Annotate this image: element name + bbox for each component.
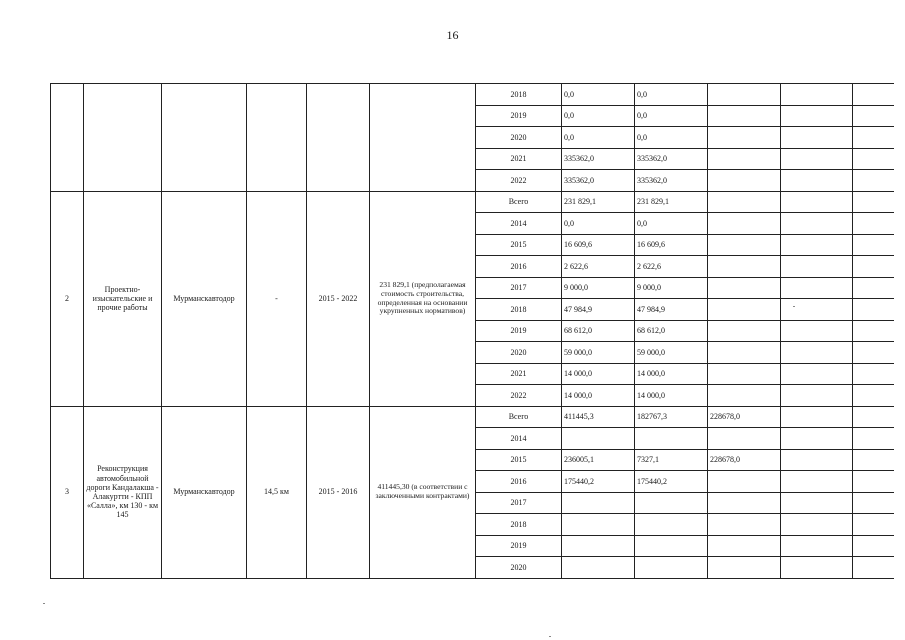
empty-cell	[781, 471, 853, 493]
empty-cell	[853, 299, 894, 321]
regional-value-cell: 0,0	[635, 127, 708, 149]
page-number: 16	[446, 28, 459, 42]
empty-cell	[853, 428, 894, 450]
empty-cell	[853, 492, 894, 514]
total-value-cell: 9 000,0	[562, 277, 635, 299]
organization-cell	[162, 84, 247, 192]
federal-value-cell	[708, 256, 781, 278]
regional-value-cell	[635, 492, 708, 514]
year-cell: 2018	[476, 514, 562, 536]
total-value-cell: 14 000,0	[562, 363, 635, 385]
empty-cell	[781, 213, 853, 235]
regional-value-cell: 182767,3	[635, 406, 708, 428]
regional-value-cell: 335362,0	[635, 148, 708, 170]
year-cell: 2017	[476, 492, 562, 514]
year-cell: 2016	[476, 471, 562, 493]
federal-value-cell	[708, 342, 781, 364]
item-name-cell: Реконструкция автомобильной дороги Кандалакша - Алакуртти - КПП «Салла», км 130 - км 145	[84, 406, 162, 578]
empty-cell	[853, 406, 894, 428]
organization-cell: Мурманскавтодор	[162, 406, 247, 578]
federal-value-cell	[708, 234, 781, 256]
total-value-cell	[562, 557, 635, 579]
total-value-cell: 335362,0	[562, 170, 635, 192]
federal-value-cell	[708, 385, 781, 407]
year-cell: 2022	[476, 170, 562, 192]
empty-cell	[853, 320, 894, 342]
period-cell: 2015 - 2022	[307, 191, 370, 406]
empty-cell	[781, 492, 853, 514]
total-value-cell	[562, 428, 635, 450]
total-value-cell: 411445,3	[562, 406, 635, 428]
capacity-cell: -	[247, 191, 307, 406]
empty-cell	[781, 514, 853, 536]
federal-value-cell	[708, 363, 781, 385]
empty-cell	[781, 428, 853, 450]
federal-value-cell	[708, 514, 781, 536]
total-value-cell: 47 984,9	[562, 299, 635, 321]
year-cell: Всего	[476, 406, 562, 428]
empty-cell	[781, 535, 853, 557]
empty-cell	[853, 256, 894, 278]
empty-cell	[781, 557, 853, 579]
federal-value-cell	[708, 471, 781, 493]
empty-cell	[781, 363, 853, 385]
empty-cell	[781, 449, 853, 471]
federal-value-cell	[708, 191, 781, 213]
empty-cell	[853, 148, 894, 170]
year-cell: 2017	[476, 277, 562, 299]
empty-cell	[781, 256, 853, 278]
table-row	[51, 406, 894, 428]
total-value-cell: 16 609,6	[562, 234, 635, 256]
year-cell: 2019	[476, 105, 562, 127]
regional-value-cell	[635, 514, 708, 536]
year-cell: 2022	[476, 385, 562, 407]
empty-cell	[853, 514, 894, 536]
federal-value-cell	[708, 320, 781, 342]
total-value-cell: 2 622,6	[562, 256, 635, 278]
year-cell: 2019	[476, 535, 562, 557]
empty-cell	[781, 234, 853, 256]
regional-value-cell	[635, 535, 708, 557]
federal-value-cell	[708, 148, 781, 170]
empty-cell	[853, 127, 894, 149]
federal-value-cell	[708, 277, 781, 299]
year-cell: 2014	[476, 213, 562, 235]
federal-value-cell	[708, 428, 781, 450]
empty-cell	[781, 170, 853, 192]
scan-speck	[549, 636, 551, 637]
federal-value-cell	[708, 84, 781, 106]
cost-note-cell	[370, 84, 476, 192]
empty-cell	[781, 191, 853, 213]
regional-value-cell: 68 612,0	[635, 320, 708, 342]
federal-value-cell: 228678,0	[708, 449, 781, 471]
regional-value-cell: 7327,1	[635, 449, 708, 471]
empty-cell	[781, 105, 853, 127]
federal-value-cell	[708, 492, 781, 514]
total-value-cell: 0,0	[562, 84, 635, 106]
year-cell: 2021	[476, 363, 562, 385]
scan-speck	[43, 603, 45, 604]
empty-cell	[781, 406, 853, 428]
period-cell	[307, 84, 370, 192]
total-value-cell: 231 829,1	[562, 191, 635, 213]
cost-note-cell: 231 829,1 (предполагаемая стоимость строительства, определенная на основании укрупненных нормативов)	[370, 191, 476, 406]
regional-value-cell: 59 000,0	[635, 342, 708, 364]
empty-cell	[853, 342, 894, 364]
regional-value-cell: 335362,0	[635, 170, 708, 192]
year-cell: Всего	[476, 191, 562, 213]
empty-cell	[781, 277, 853, 299]
empty-cell	[853, 557, 894, 579]
year-cell: 2020	[476, 557, 562, 579]
table-row	[51, 191, 894, 213]
total-value-cell: 0,0	[562, 105, 635, 127]
regional-value-cell: 175440,2	[635, 471, 708, 493]
empty-cell	[853, 363, 894, 385]
empty-cell	[853, 471, 894, 493]
federal-value-cell	[708, 127, 781, 149]
investment-table	[50, 83, 894, 579]
item-number-cell	[51, 84, 84, 192]
year-cell: 2015	[476, 234, 562, 256]
empty-cell	[781, 84, 853, 106]
year-cell: 2018	[476, 299, 562, 321]
regional-value-cell: 14 000,0	[635, 385, 708, 407]
empty-cell	[781, 127, 853, 149]
total-value-cell: 236005,1	[562, 449, 635, 471]
regional-value-cell	[635, 428, 708, 450]
cost-note-cell: 411445,30 (в соответствии с заключенными контрактами)	[370, 406, 476, 578]
federal-value-cell: 228678,0	[708, 406, 781, 428]
empty-cell	[853, 84, 894, 106]
empty-cell	[853, 234, 894, 256]
regional-value-cell: 0,0	[635, 213, 708, 235]
empty-cell	[853, 213, 894, 235]
federal-value-cell	[708, 170, 781, 192]
capacity-cell	[247, 84, 307, 192]
empty-cell	[781, 148, 853, 170]
empty-cell	[853, 105, 894, 127]
total-value-cell: 175440,2	[562, 471, 635, 493]
federal-value-cell	[708, 557, 781, 579]
organization-cell: Мурманскавтодор	[162, 191, 247, 406]
item-number-cell: 3	[51, 406, 84, 578]
empty-cell	[853, 277, 894, 299]
total-value-cell: 0,0	[562, 213, 635, 235]
year-cell: 2021	[476, 148, 562, 170]
total-value-cell: 335362,0	[562, 148, 635, 170]
total-value-cell: 0,0	[562, 127, 635, 149]
item-name-cell: Проектно-изыскательские и прочие работы	[84, 191, 162, 406]
regional-value-cell	[635, 557, 708, 579]
total-value-cell	[562, 492, 635, 514]
regional-value-cell: 231 829,1	[635, 191, 708, 213]
empty-cell	[781, 299, 853, 321]
year-cell: 2020	[476, 127, 562, 149]
total-value-cell: 14 000,0	[562, 385, 635, 407]
federal-value-cell	[708, 535, 781, 557]
empty-cell	[853, 385, 894, 407]
total-value-cell: 59 000,0	[562, 342, 635, 364]
regional-value-cell: 16 609,6	[635, 234, 708, 256]
regional-value-cell: 0,0	[635, 84, 708, 106]
federal-value-cell	[708, 299, 781, 321]
total-value-cell: 68 612,0	[562, 320, 635, 342]
federal-value-cell	[708, 213, 781, 235]
item-number-cell: 2	[51, 191, 84, 406]
regional-value-cell: 47 984,9	[635, 299, 708, 321]
empty-cell	[853, 449, 894, 471]
year-cell: 2015	[476, 449, 562, 471]
capacity-cell: 14,5 км	[247, 406, 307, 578]
total-value-cell	[562, 535, 635, 557]
empty-cell	[853, 170, 894, 192]
empty-cell	[853, 191, 894, 213]
regional-value-cell: 14 000,0	[635, 363, 708, 385]
year-cell: 2020	[476, 342, 562, 364]
regional-value-cell: 2 622,6	[635, 256, 708, 278]
federal-value-cell	[708, 105, 781, 127]
year-cell: 2018	[476, 84, 562, 106]
total-value-cell	[562, 514, 635, 536]
regional-value-cell: 9 000,0	[635, 277, 708, 299]
empty-cell	[781, 385, 853, 407]
empty-cell	[853, 535, 894, 557]
year-cell: 2019	[476, 320, 562, 342]
period-cell: 2015 - 2016	[307, 406, 370, 578]
year-cell: 2014	[476, 428, 562, 450]
regional-value-cell: 0,0	[635, 105, 708, 127]
scan-speck	[793, 306, 795, 307]
empty-cell	[781, 342, 853, 364]
item-name-cell	[84, 84, 162, 192]
table-row	[51, 84, 894, 106]
empty-cell	[781, 320, 853, 342]
year-cell: 2016	[476, 256, 562, 278]
